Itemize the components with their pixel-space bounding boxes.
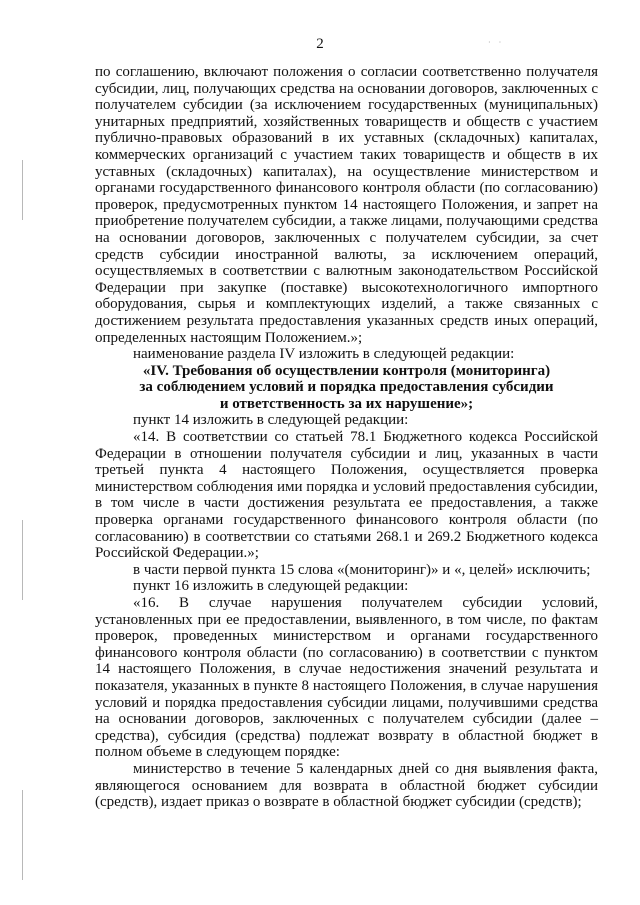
scan-margin-mark <box>22 520 23 600</box>
scan-margin-mark <box>22 160 23 220</box>
section-heading <box>95 363 598 413</box>
section-heading-line-1: «IV. Требования об осуществлении контроля (мониторинга) <box>142 362 551 379</box>
scan-artifact-dots: · · <box>488 38 505 47</box>
paragraph-item-16-intro: пункт 16 изложить в следующей редакции: <box>133 578 409 595</box>
paragraph-item-14-intro: пункт 14 изложить в следующей редакции: <box>133 412 409 429</box>
paragraph-continuation: по соглашению, включают положения о согласии соответственно получателя субсидии, лиц, получающих средства на основании договоров, заключенных с получателем субсидии (за исключением государственных (муниципальных) унитарных предприятий, хозяйственных товариществ и обществ с участием публично-правовых образований в их уставных (складочных) капиталах, коммерческих организаций с участием таких товариществ и обществ в их уставных (складочных) капиталах), на осуществление министерством и органами государственного финансового контроля области (по согласованию) проверок, предусмотренных пунктом 14 настоящего Положения, и запрет на приобретение получателем субсидии, а также лицами, получающими средства на основании договоров, заключенных с получателем субсидии, за счет средств субсидии иностранной валюты, за исключением операций, осуществляемых в соответствии с валютным законодательством Российской Федерации при закупке (поставке) высокотехнологичного импортного оборудования, сырья и комплектующих изделий, а также связанных с достижением результата предоставления указанных средств иных операций, определенных настоящим Положением.»; <box>95 64 598 346</box>
section-heading-line-3: и ответственность за их нарушение»; <box>219 395 474 412</box>
paragraph-item-15-change: в части первой пункта 15 слова «(мониторинг)» и «, целей» исключить; <box>133 561 591 578</box>
paragraph-item-14-text: «14. В соответствии со статьей 78.1 Бюджетного кодекса Российской Федерации в отношении получателя субсидии и лиц, указанных в части третьей пункта 4 настоящего Положения, осуществляется проверка министерством соблюдения ими порядка и условий предоставления субсидии, в том числе в части достижения результата ее предоставления, а также проверка органами государственного финансового контроля области (по согласованию) в соответствии со статьями 268.1 и 269.2 Бюджетного кодекса Российской Федерации.»; <box>95 429 598 562</box>
paragraph-item-16-text: «16. В случае нарушения получателем субсидии условий, установленных при ее предоставлении, выявленного, в том числе, по фактам проверок, проведенных министерством и органами государственного финансового контроля области (по согласованию) в соответствии с пунктом 14 настоящего Положения, в случае недостижения значений результата и показателя, указанных в пункте 8 настоящего Положения, в случае нарушения условий и порядка предоставления субсидии лицами, получившими средства на основании договоров, заключенных с получателем субсидии (далее – средства), субсидия (средства) подлежат возврату в областной бюджет в полном объеме в следующем порядке: <box>95 595 598 761</box>
page-number: 2 <box>316 36 324 52</box>
scan-margin-mark <box>22 790 23 880</box>
paragraph-section-rename: наименование раздела IV изложить в следующей редакции: <box>133 346 515 363</box>
section-heading-line-2: за соблюдением условий и порядка предоставления субсидии <box>139 379 554 396</box>
paragraph-ministry-order: министерство в течение 5 календарных дней со дня выявления факта, являющегося основанием для возврата в областной бюджет субсидии (средств), издает приказ о возврате в областной бюджет субсидии (средств); <box>95 760 598 811</box>
document-body <box>95 64 598 811</box>
